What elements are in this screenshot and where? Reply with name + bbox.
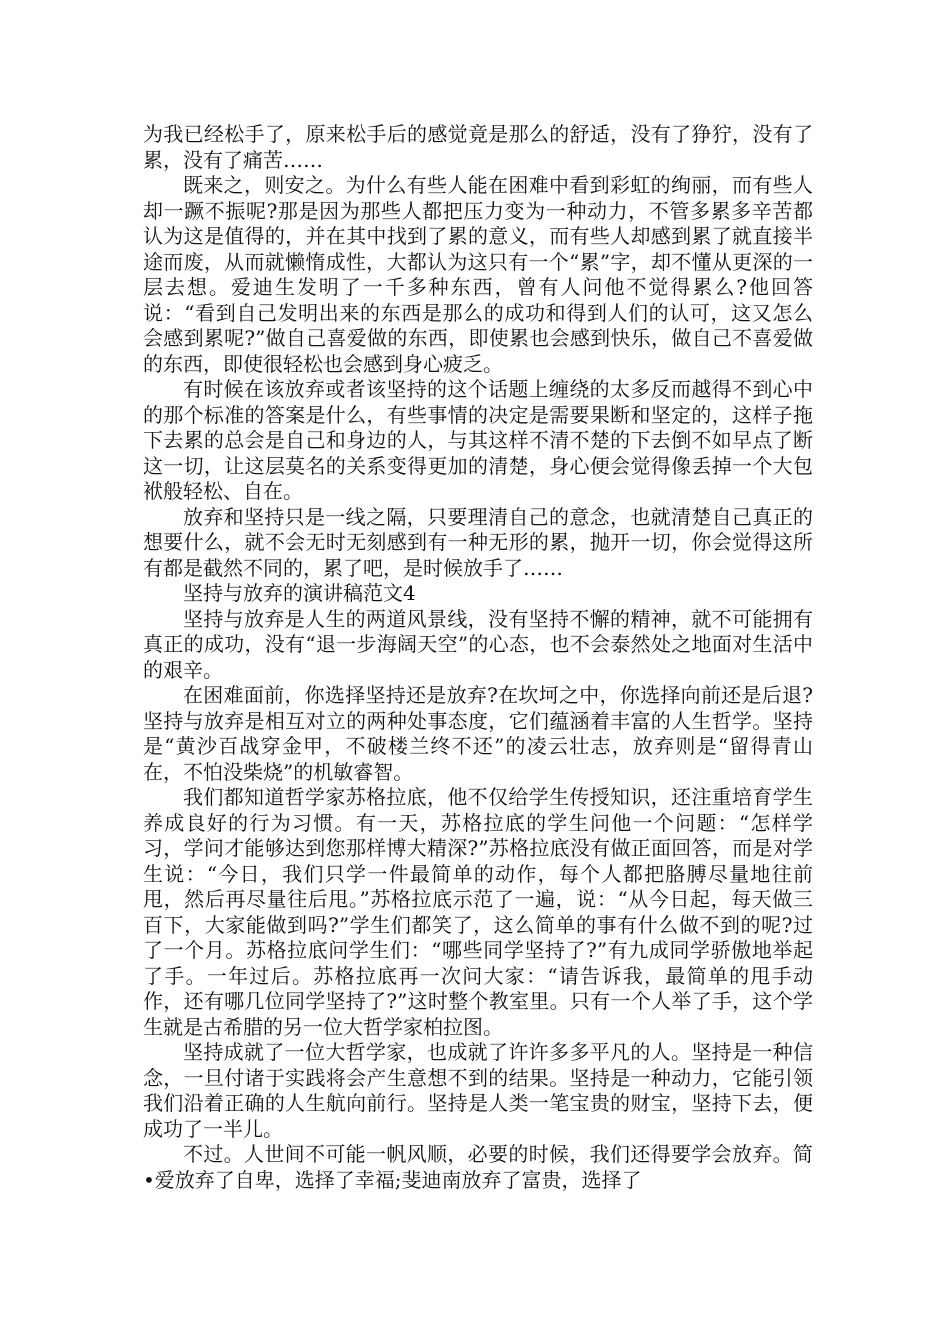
document-page (143, 122, 813, 1193)
paragraph-3: 有时候在该放弃或者该坚持的这个话题上缠绕的太多反而越得不到心中的那个标准的答案是什么，有些事情的决定是需要果断和坚定的，这样子拖下去累的总会是自己和身边的人，与其这样不清不楚的下去倒不如早点了断这一切，让这层莫名的关系变得更加的清楚，身心便会觉得像丢掉一个大包袱般轻松、自在。 (143, 377, 813, 503)
paragraph-7: 我们都知道哲学家苏格拉底，他不仅给学生传授知识，还注重培育学生养成良好的行为习惯。有一天，苏格拉底的学生问他一个问题：“怎样学习，学问才能够达到您那样博大精深?”苏格拉底没有做正面回答，而是对学生说：“今日，我们只学一件最简单的动作，每个人都把胳膊尽量地往前甩，然后再尽量往后甩。”苏格拉底示范了一遍，说：“从今日起，每天做三百下，大家能做到吗?”学生们都笑了，这么简单的事有什么做不到的呢?过了一个月。苏格拉底问学生们：“哪些同学坚持了?”有九成同学骄傲地举起了手。一年过后。苏格拉底再一次问大家：“请告诉我，最简单的甩手动作，还有哪几位同学坚持了?”这时整个教室里。只有一个人举了手，这个学生就是古希腊的另一位大哲学家柏拉图。 (143, 785, 813, 1039)
section-heading: 坚持与放弃的演讲稿范文4 (183, 581, 416, 605)
paragraph-8: 坚持成就了一位大哲学家，也成就了许许多多平凡的人。坚持是一种信念，一旦付诸于实践将会产生意想不到的结果。坚持是一种动力，它能引领我们沿着正确的人生航向前行。坚持是人类一笔宝贵的财宝，坚持下去，便成功了一半儿。 (143, 1040, 813, 1141)
paragraph-4: 放弃和坚持只是一线之隔，只要理清自己的意念，也就清楚自己真正的想要什么，就不会无时无刻感到有一种无形的累，抛开一切，你会觉得这所有都是截然不同的，累了吧，是时候放手了…… (143, 504, 813, 580)
paragraph-9: 不过。人世间不可能一帆风顺，必要的时候，我们还得要学会放弃。简•爱放弃了自卑，选择了幸福;斐迪南放弃了富贵，选择了 (143, 1142, 813, 1192)
paragraph-2: 既来之，则安之。为什么有些人能在困难中看到彩虹的绚丽，而有些人却一蹶不振呢?那是因为那些人都把压力变为一种动力，不管多累多辛苦都认为这是值得的，并在其中找到了累的意义，而有些人却感到累了就直接半途而废，从而就懒惰成性，大都认为这只有一个“累”字，却不懂从更深的一层去想。爱迪生发明了一千多种东西，曾有人问他不觉得累么?他回答说：“看到自己发明出来的东西是那么的成功和得到人们的认可，这又怎么会感到累呢?”做自己喜爱做的东西，即使累也会感到快乐，做自己不喜爱做的东西，即使很轻松也会感到身心疲乏。 (143, 173, 813, 376)
paragraph-1: 为我已经松手了，原来松手后的感觉竟是那么的舒适，没有了狰狞，没有了累，没有了痛苦…… (143, 122, 813, 172)
paragraph-6: 在困难面前，你选择坚持还是放弃?在坎坷之中，你选择向前还是后退?坚持与放弃是相互对立的两种处事态度，它们蕴涵着丰富的人生哲学。坚持是“黄沙百战穿金甲，不破楼兰终不还”的凌云壮志，放弃则是“留得青山在，不怕没柴烧”的机敏睿智。 (143, 683, 813, 784)
paragraph-5: 坚持与放弃是人生的两道风景线，没有坚持不懈的精神，就不可能拥有真正的成功，没有“退一步海阔天空”的心态，也不会泰然处之地面对生活中的艰辛。 (143, 606, 813, 682)
